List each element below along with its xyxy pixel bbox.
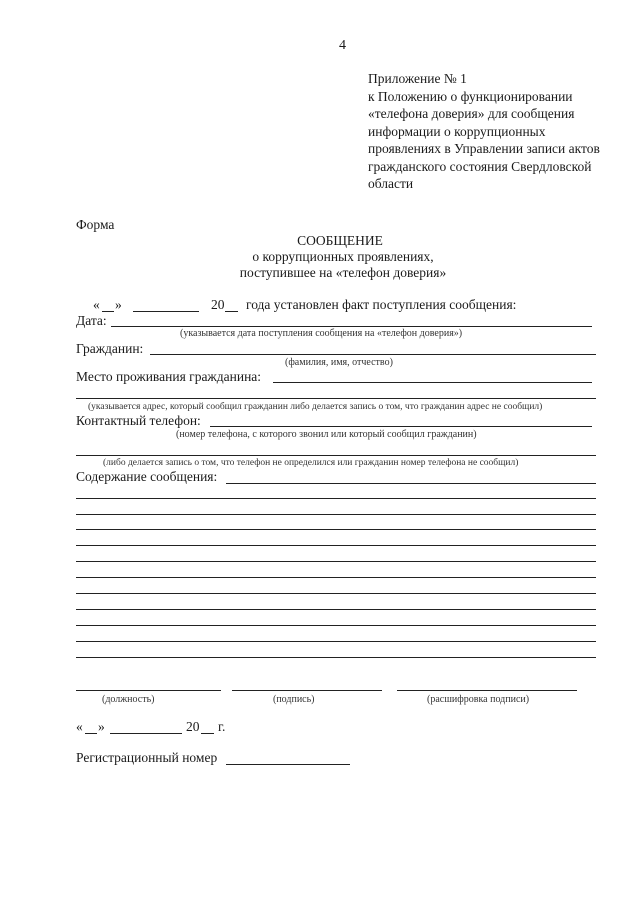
document-subtitle-2: поступившее на «телефон доверия» <box>239 265 447 280</box>
sign-date-quote-open: « <box>76 719 83 734</box>
citizen-field-label: Гражданин: <box>76 341 144 356</box>
residence-field-hint: (указывается адрес, который сообщил гражданин либо делается запись о том, что гражданин адрес не сообщил) <box>88 402 543 412</box>
position-field[interactable] <box>76 690 221 691</box>
date-field[interactable] <box>111 326 592 327</box>
content-line[interactable] <box>76 498 596 499</box>
content-line[interactable] <box>76 657 596 658</box>
sign-date-day-blank[interactable] <box>85 733 97 734</box>
appendix-line: гражданского состояния Свердловской <box>368 158 592 174</box>
signature-field[interactable] <box>232 690 382 691</box>
content-line[interactable] <box>76 561 596 562</box>
content-line[interactable] <box>76 625 596 626</box>
signature-decode-field[interactable] <box>397 690 577 691</box>
appendix-line: к Положению о функционировании <box>368 88 573 104</box>
content-field-label: Содержание сообщения: <box>76 469 218 484</box>
phone-field-hint-2: (либо делается запись о том, что телефон не определился или гражданин номер телефона не сообщил) <box>103 458 519 468</box>
phone-field-line-2[interactable] <box>76 455 596 456</box>
appendix-title: Приложение № 1 <box>368 71 467 86</box>
content-line[interactable] <box>76 609 596 610</box>
date-field-hint: (указывается дата поступления сообщения на «телефон доверия») <box>180 328 463 339</box>
date-field-label: Дата: <box>76 313 107 328</box>
document-title: СООБЩЕНИЕ <box>297 233 383 248</box>
content-line[interactable] <box>76 593 596 594</box>
page-number: 4 <box>339 38 346 53</box>
residence-field-label: Место проживания гражданина: <box>76 369 262 384</box>
appendix-line: информации о коррупционных <box>368 123 546 139</box>
content-line[interactable] <box>76 545 596 546</box>
appendix-line: проявлениях в Управлении записи актов <box>368 141 600 156</box>
position-hint: (должность) <box>102 694 155 705</box>
content-field[interactable] <box>226 483 596 484</box>
content-line[interactable] <box>76 514 596 515</box>
citizen-field-hint: (фамилия, имя, отчество) <box>285 357 393 368</box>
day-blank[interactable] <box>102 311 114 312</box>
year-blank[interactable] <box>225 311 238 312</box>
appendix-block <box>368 70 618 193</box>
appendix-line: области <box>368 176 414 191</box>
appendix-line: «телефона доверия» для сообщения <box>368 106 575 121</box>
year-prefix: 20 <box>211 297 225 312</box>
phone-field-label: Контактный телефон: <box>76 413 201 428</box>
quote-open: « <box>93 297 100 312</box>
sign-date-year: 20 <box>186 719 200 734</box>
content-line[interactable] <box>76 577 596 578</box>
signature-decode-hint: (расшифровка подписи) <box>427 694 530 705</box>
residence-field[interactable] <box>273 382 592 383</box>
quote-close: » <box>115 297 122 312</box>
document-subtitle-1: о коррупционных проявлениях, <box>252 249 434 264</box>
sign-date-suffix: г. <box>218 719 226 734</box>
registration-label: Регистрационный номер <box>76 750 218 765</box>
form-label: Форма <box>76 217 115 232</box>
citizen-field[interactable] <box>150 354 596 355</box>
content-line[interactable] <box>76 529 596 530</box>
signature-hint: (подпись) <box>273 694 315 705</box>
sign-date-quote-close: » <box>98 719 105 734</box>
month-blank[interactable] <box>133 311 199 312</box>
sign-date-month-blank[interactable] <box>110 733 182 734</box>
content-line[interactable] <box>76 641 596 642</box>
phone-field-hint: (номер телефона, с которого звонил или который сообщил гражданин) <box>176 429 477 440</box>
phone-field[interactable] <box>210 426 592 427</box>
registration-number-field[interactable] <box>226 764 350 765</box>
residence-field-line-2[interactable] <box>76 398 596 399</box>
date-line-text: года установлен факт поступления сообщения: <box>246 297 517 312</box>
sign-date-year-blank[interactable] <box>201 733 214 734</box>
